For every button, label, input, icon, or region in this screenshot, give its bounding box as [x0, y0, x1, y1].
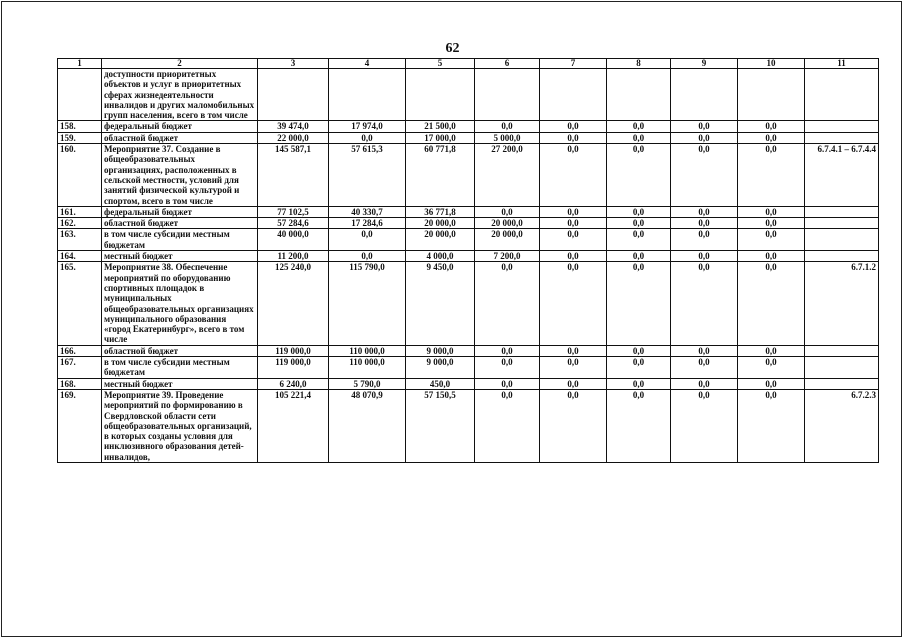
table-row	[58, 345, 879, 356]
amount-cell: 0,0	[607, 345, 671, 356]
table-row	[58, 121, 879, 132]
row-number: 161.	[58, 206, 102, 217]
row-description: местный бюджет	[102, 251, 258, 262]
reference-cell	[805, 121, 879, 132]
reference-cell: 6.7.2.3	[805, 389, 879, 462]
amount-cell: 9 000,0	[406, 357, 475, 379]
table-row	[58, 132, 879, 143]
amount-cell: 0,0	[540, 378, 607, 389]
amount-cell: 0,0	[475, 345, 540, 356]
amount-cell: 110 000,0	[329, 357, 406, 379]
amount-cell	[329, 69, 406, 121]
amount-cell	[607, 69, 671, 121]
amount-cell: 105 221,4	[258, 389, 329, 462]
amount-cell: 145 587,1	[258, 144, 329, 207]
amount-cell: 20 000,0	[475, 229, 540, 251]
row-description: областной бюджет	[102, 218, 258, 229]
amount-cell: 0,0	[475, 389, 540, 462]
amount-cell: 0,0	[540, 345, 607, 356]
amount-cell: 0,0	[540, 218, 607, 229]
row-description: Мероприятие 39. Проведение мероприятий по формированию в Свердловской области сети общеобразовательных организаций, в которых созданы условия для инклюзивного образования детей-инвалидов,	[102, 389, 258, 462]
table-row	[58, 378, 879, 389]
amount-cell: 0,0	[475, 206, 540, 217]
column-header: 1	[58, 59, 102, 69]
table-row	[58, 357, 879, 379]
row-number: 158.	[58, 121, 102, 132]
amount-cell: 57 615,3	[329, 144, 406, 207]
amount-cell: 450,0	[406, 378, 475, 389]
row-number: 167.	[58, 357, 102, 379]
amount-cell: 0,0	[738, 121, 805, 132]
page-number: 62	[445, 41, 460, 56]
reference-cell	[805, 132, 879, 143]
amount-cell: 20 000,0	[475, 218, 540, 229]
row-description: областной бюджет	[102, 345, 258, 356]
row-number	[58, 69, 102, 121]
amount-cell: 0,0	[738, 345, 805, 356]
row-number: 162.	[58, 218, 102, 229]
table-row	[58, 389, 879, 462]
amount-cell: 40 330,7	[329, 206, 406, 217]
amount-cell	[671, 69, 738, 121]
amount-cell: 21 500,0	[406, 121, 475, 132]
row-number: 165.	[58, 262, 102, 345]
amount-cell: 11 200,0	[258, 251, 329, 262]
amount-cell: 48 070,9	[329, 389, 406, 462]
table-row	[58, 251, 879, 262]
reference-cell	[805, 206, 879, 217]
amount-cell: 0,0	[738, 144, 805, 207]
row-description: доступности приоритетных объектов и услуг в приоритетных сферах жизнедеятельности инвалидов и других маломобильных групп населения, всего в том числе	[102, 69, 258, 121]
amount-cell: 0,0	[607, 144, 671, 207]
column-header: 11	[805, 59, 879, 69]
column-header: 4	[329, 59, 406, 69]
amount-cell: 5 000,0	[475, 132, 540, 143]
reference-cell	[805, 251, 879, 262]
amount-cell: 22 000,0	[258, 132, 329, 143]
table-row	[58, 69, 879, 121]
row-description: федеральный бюджет	[102, 206, 258, 217]
reference-cell	[805, 229, 879, 251]
column-header: 7	[540, 59, 607, 69]
amount-cell: 7 200,0	[475, 251, 540, 262]
amount-cell: 77 102,5	[258, 206, 329, 217]
row-description: в том числе субсидии местным бюджетам	[102, 229, 258, 251]
amount-cell: 110 000,0	[329, 345, 406, 356]
amount-cell: 0,0	[671, 262, 738, 345]
table-row	[58, 144, 879, 207]
amount-cell: 0,0	[540, 229, 607, 251]
column-header: 6	[475, 59, 540, 69]
amount-cell: 0,0	[671, 218, 738, 229]
reference-cell	[805, 218, 879, 229]
column-header: 10	[738, 59, 805, 69]
amount-cell: 17 000,0	[406, 132, 475, 143]
amount-cell: 60 771,8	[406, 144, 475, 207]
amount-cell: 0,0	[738, 357, 805, 379]
row-description: местный бюджет	[102, 378, 258, 389]
row-description: Мероприятие 38. Обеспечение мероприятий по оборудованию спортивных площадок в муниципальных общеобразовательных организациях муниципального образования «город Екатеринбург», всего в том числе	[102, 262, 258, 345]
amount-cell: 0,0	[738, 378, 805, 389]
amount-cell: 0,0	[607, 132, 671, 143]
amount-cell	[258, 69, 329, 121]
table-row	[58, 229, 879, 251]
amount-cell: 0,0	[738, 389, 805, 462]
amount-cell: 0,0	[540, 121, 607, 132]
amount-cell: 0,0	[540, 262, 607, 345]
row-number: 169.	[58, 389, 102, 462]
table-row	[58, 218, 879, 229]
amount-cell: 0,0	[738, 206, 805, 217]
amount-cell: 0,0	[329, 132, 406, 143]
reference-cell	[805, 357, 879, 379]
amount-cell: 0,0	[607, 121, 671, 132]
amount-cell: 0,0	[329, 229, 406, 251]
amount-cell: 0,0	[671, 251, 738, 262]
amount-cell: 0,0	[671, 378, 738, 389]
row-number: 164.	[58, 251, 102, 262]
table-row	[58, 262, 879, 345]
amount-cell: 20 000,0	[406, 229, 475, 251]
amount-cell: 0,0	[475, 357, 540, 379]
amount-cell: 0,0	[671, 144, 738, 207]
amount-cell	[540, 69, 607, 121]
amount-cell: 9 450,0	[406, 262, 475, 345]
amount-cell: 20 000,0	[406, 218, 475, 229]
column-header: 2	[102, 59, 258, 69]
amount-cell: 27 200,0	[475, 144, 540, 207]
amount-cell: 57 150,5	[406, 389, 475, 462]
row-number: 159.	[58, 132, 102, 143]
amount-cell	[738, 69, 805, 121]
column-header: 8	[607, 59, 671, 69]
amount-cell: 9 000,0	[406, 345, 475, 356]
amount-cell: 0,0	[671, 206, 738, 217]
reference-cell	[805, 345, 879, 356]
amount-cell: 0,0	[607, 357, 671, 379]
amount-cell: 0,0	[607, 389, 671, 462]
amount-cell: 0,0	[671, 229, 738, 251]
amount-cell: 0,0	[671, 345, 738, 356]
amount-cell: 0,0	[540, 132, 607, 143]
amount-cell: 125 240,0	[258, 262, 329, 345]
amount-cell	[406, 69, 475, 121]
amount-cell	[475, 69, 540, 121]
amount-cell: 0,0	[738, 229, 805, 251]
amount-cell: 40 000,0	[258, 229, 329, 251]
table-header-row	[58, 59, 879, 69]
amount-cell: 0,0	[540, 389, 607, 462]
amount-cell: 0,0	[540, 144, 607, 207]
budget-table	[57, 58, 879, 463]
amount-cell: 0,0	[671, 121, 738, 132]
column-header: 3	[258, 59, 329, 69]
amount-cell: 0,0	[738, 132, 805, 143]
reference-cell: 6.7.1.2	[805, 262, 879, 345]
amount-cell: 0,0	[671, 389, 738, 462]
amount-cell: 17 284,6	[329, 218, 406, 229]
amount-cell: 57 284,6	[258, 218, 329, 229]
amount-cell: 0,0	[607, 218, 671, 229]
row-description: Мероприятие 37. Создание в общеобразовательных организациях, расположенных в сельской местности, условий для занятий физической культурой и спортом, всего в том числе	[102, 144, 258, 207]
amount-cell: 0,0	[738, 262, 805, 345]
amount-cell: 119 000,0	[258, 357, 329, 379]
reference-cell	[805, 378, 879, 389]
amount-cell: 6 240,0	[258, 378, 329, 389]
amount-cell: 0,0	[607, 378, 671, 389]
column-header: 5	[406, 59, 475, 69]
amount-cell: 0,0	[607, 206, 671, 217]
amount-cell: 119 000,0	[258, 345, 329, 356]
amount-cell: 0,0	[475, 378, 540, 389]
reference-cell	[805, 69, 879, 121]
amount-cell: 0,0	[671, 357, 738, 379]
row-number: 163.	[58, 229, 102, 251]
amount-cell: 0,0	[475, 121, 540, 132]
column-header: 9	[671, 59, 738, 69]
row-number: 166.	[58, 345, 102, 356]
amount-cell: 0,0	[540, 357, 607, 379]
amount-cell: 0,0	[671, 132, 738, 143]
amount-cell: 0,0	[607, 229, 671, 251]
row-description: федеральный бюджет	[102, 121, 258, 132]
amount-cell: 17 974,0	[329, 121, 406, 132]
row-description: в том числе субсидии местным бюджетам	[102, 357, 258, 379]
amount-cell: 0,0	[607, 251, 671, 262]
row-number: 168.	[58, 378, 102, 389]
row-number: 160.	[58, 144, 102, 207]
amount-cell: 36 771,8	[406, 206, 475, 217]
reference-cell: 6.7.4.1 – 6.7.4.4	[805, 144, 879, 207]
amount-cell: 0,0	[607, 262, 671, 345]
amount-cell: 0,0	[329, 251, 406, 262]
row-description: областной бюджет	[102, 132, 258, 143]
amount-cell: 39 474,0	[258, 121, 329, 132]
amount-cell: 0,0	[540, 206, 607, 217]
amount-cell: 0,0	[540, 251, 607, 262]
amount-cell: 0,0	[738, 218, 805, 229]
amount-cell: 5 790,0	[329, 378, 406, 389]
amount-cell: 115 790,0	[329, 262, 406, 345]
amount-cell: 0,0	[475, 262, 540, 345]
amount-cell: 0,0	[738, 251, 805, 262]
amount-cell: 4 000,0	[406, 251, 475, 262]
table-row	[58, 206, 879, 217]
